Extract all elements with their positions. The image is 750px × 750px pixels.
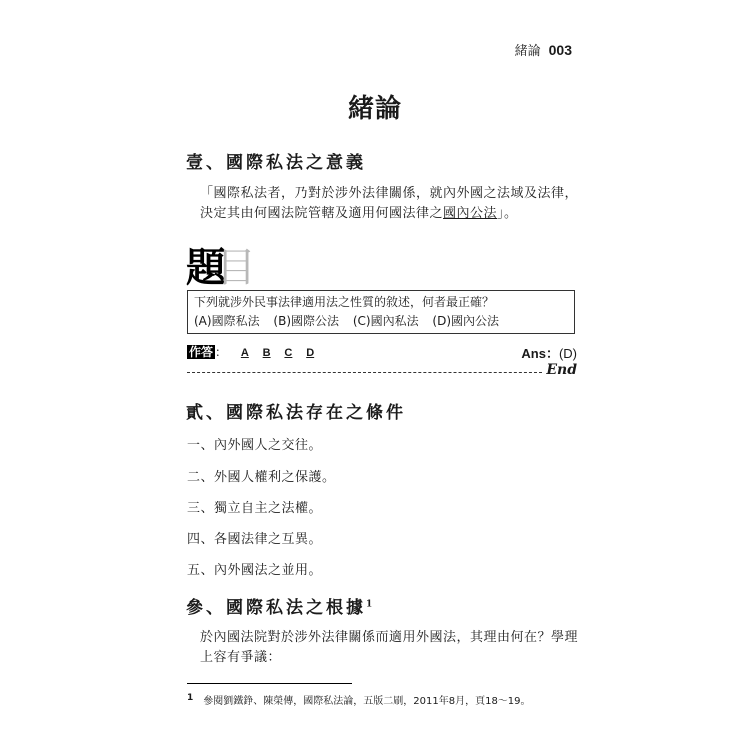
running-header: [515, 40, 572, 59]
section-heading-2: 貳、國際私法存在之條件: [186, 403, 406, 423]
list-item: 三、獨立自主之法權。: [187, 501, 323, 516]
option-b: (B)國際公法: [273, 314, 340, 328]
end-marker: End: [546, 362, 577, 378]
footnote-reference: 1: [366, 599, 373, 610]
chapter-title: 緒論: [347, 94, 402, 124]
footnote: [187, 692, 531, 707]
answer-choice-b: B: [262, 347, 271, 359]
list-item: 五、內外國法之並用。: [187, 563, 323, 578]
answer-choice-c: C: [284, 347, 293, 359]
list-item: 一、內外國人之交往。: [187, 438, 323, 453]
question-label-main: 題: [186, 244, 226, 291]
section-heading-3: [186, 593, 372, 618]
option-c: (C)國內私法: [352, 314, 419, 328]
page-number: 003: [548, 42, 572, 58]
option-d: (D)國內公法: [432, 314, 500, 328]
quote-end: 」。: [497, 206, 518, 221]
option-a: (A)國際私法: [194, 314, 260, 328]
answer-row: 作答 ： A B C D Ans：(D): [189, 345, 577, 361]
question-label: [186, 236, 256, 293]
question-options: [194, 312, 568, 331]
list-item: 四、各國法律之互異。: [187, 532, 323, 547]
ans-label: Ans：: [521, 346, 559, 361]
definition-quote: [200, 184, 590, 224]
quote-text: 「國際私法者，乃對於涉外法律關係，就內外國之法域及法律，決定其由何國法院管轄及適用何國法律之: [200, 186, 579, 221]
dashed-line: [187, 372, 542, 373]
section-heading-3-text: 參、國際私法之根據: [186, 598, 366, 618]
answer-label: 作答: [189, 345, 214, 359]
section-heading-1: 壹、國際私法之意義: [186, 153, 366, 173]
answer-choice-a: A: [240, 347, 249, 359]
question-text: 下列就涉外民事法律適用法之性質的敘述，何者最正確？: [194, 295, 495, 309]
footnote-mark: 1: [187, 692, 194, 703]
quote-underlined-term: 國內公法: [443, 206, 498, 221]
answer-choice-d: D: [306, 347, 315, 359]
question-box: [187, 290, 575, 334]
running-header-title: 緒論: [514, 44, 541, 59]
answer-key: [521, 343, 577, 362]
paragraph: 於內國法院對於涉外法律關係而適用外國法，其理由何在？學理上容有爭議：: [200, 630, 579, 665]
ans-value: (D): [558, 346, 577, 361]
list-item: 二、外國人權利之保護。: [187, 470, 336, 485]
footnote-text: 參閱劉鐵錚、陳榮傳，國際私法論，五版二刷，2011年8月，頁18～19。: [203, 696, 531, 707]
question-label-ghost: 目: [216, 245, 256, 291]
footnote-rule: [187, 683, 352, 684]
end-divider: [187, 362, 577, 378]
